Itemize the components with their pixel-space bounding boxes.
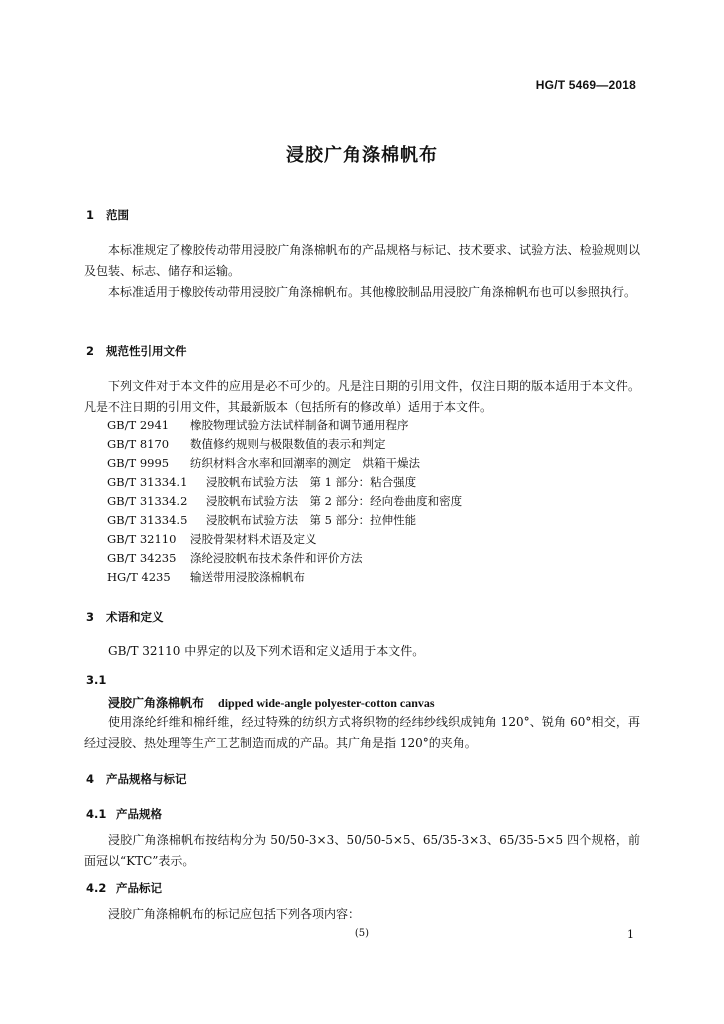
section-title: 术语和定义 xyxy=(106,610,164,624)
section-2-intro: 下列文件对于本文件的应用是必不可少的。凡是注日期的引用文件，仅注日期的版本适用于本文件。凡是不注日期的引用文件，其最新版本（包括所有的修改单）适用于本文件。 xyxy=(84,379,640,414)
term-definition: 使用涤纶纤维和棉纤维，经过特殊的纺织方式将织物的经纬纱线织成钝角 120°、锐角 60°相交，再经过浸胶、热处理等生产工艺制造而成的产品。其广角是指 120°的夹角。 xyxy=(84,715,640,750)
term-chinese: 浸胶广角涤棉帆布 xyxy=(108,696,205,710)
section-3-1-heading xyxy=(86,673,116,687)
section-number: 3 xyxy=(86,610,95,624)
standard-code: HG/T 5469—2018 xyxy=(535,78,636,92)
section-1-paragraph-2: 本标准适用于橡胶传动带用浸胶广角涤棉帆布。其他橡胶制品用浸胶广角涤棉帆布也可以参照执行。 xyxy=(108,285,637,299)
section-4-1-text: 浸胶广角涤棉帆布按结构分为 50/50-3×3、50/50-5×5、65/35-3×3、65/35-5×5 四个规格，前面冠以“KTC”表示。 xyxy=(84,833,640,868)
reference-item xyxy=(107,549,362,567)
reference-title: 涤纶浸胶帆布技术条件和评价方法 xyxy=(189,551,363,565)
reference-item xyxy=(107,416,408,434)
reference-title: 纺织材料含水率和回潮率的测定 烘箱干燥法 xyxy=(189,456,420,470)
reference-code: GB/T 32110 xyxy=(107,532,177,546)
reference-title: 浸胶帆布试验方法 第 2 部分：经向卷曲度和密度 xyxy=(205,494,463,508)
reference-code: GB/T 34235 xyxy=(107,551,177,565)
reference-item xyxy=(107,473,416,491)
term-entry xyxy=(108,694,435,711)
reference-title: 浸胶帆布试验方法 第 5 部分：拉伸性能 xyxy=(205,513,417,527)
document-title: 浸胶广角涤棉帆布 xyxy=(286,145,438,166)
reference-item xyxy=(107,530,316,548)
section-number: 2 xyxy=(86,344,95,358)
section-4-1-heading xyxy=(86,806,162,822)
section-title: 产品规格与标记 xyxy=(106,772,187,786)
section-title: 规范性引用文件 xyxy=(106,344,187,358)
reference-code: GB/T 9995 xyxy=(107,456,170,470)
section-number: 4.1 xyxy=(86,807,107,821)
term-english: dipped wide-angle polyester-cotton canvas xyxy=(218,696,435,710)
footer-code: (5) xyxy=(354,928,370,939)
reference-code: GB/T 2941 xyxy=(107,418,170,432)
section-3-intro: GB/T 32110 中界定的以及下列术语和定义适用于本文件。 xyxy=(108,644,425,658)
section-title: 产品规格 xyxy=(116,807,162,821)
section-title: 范围 xyxy=(106,208,129,222)
reference-code: GB/T 31334.1 xyxy=(107,475,188,489)
reference-code: HG/T 4235 xyxy=(107,570,171,584)
page-number: 1 xyxy=(627,928,634,941)
reference-item xyxy=(107,435,385,453)
reference-code: GB/T 31334.2 xyxy=(107,494,188,508)
section-4-heading xyxy=(86,771,187,787)
section-1-paragraph-1: 本标准规定了橡胶传动带用浸胶广角涤棉帆布的产品规格与标记、技术要求、试验方法、检验规则以及包装、标志、储存和运输。 xyxy=(84,243,640,278)
section-number: 1 xyxy=(86,208,95,222)
section-number: 4 xyxy=(86,772,95,786)
section-1-heading xyxy=(86,207,129,223)
section-2-heading xyxy=(86,343,187,359)
reference-title: 橡胶物理试验方法试样制备和调节通用程序 xyxy=(189,418,409,432)
section-number: 3.1 xyxy=(86,673,107,687)
section-4-2-heading xyxy=(86,880,162,896)
reference-item xyxy=(107,492,462,510)
reference-item xyxy=(107,568,305,586)
reference-title: 浸胶帆布试验方法 第 1 部分：粘合强度 xyxy=(205,475,417,489)
reference-title: 数值修约规则与极限数值的表示和判定 xyxy=(189,437,386,451)
reference-code: GB/T 31334.5 xyxy=(107,513,188,527)
reference-item xyxy=(107,454,420,472)
section-4-2-text: 浸胶广角涤棉帆布的标记应包括下列各项内容： xyxy=(108,907,361,921)
reference-title: 浸胶骨架材料术语及定义 xyxy=(189,532,317,546)
section-number: 4.2 xyxy=(86,881,107,895)
reference-item xyxy=(107,511,416,529)
section-title: 产品标记 xyxy=(116,881,162,895)
reference-title: 输送带用浸胶涤棉帆布 xyxy=(189,570,305,584)
reference-code: GB/T 8170 xyxy=(107,437,170,451)
section-3-heading xyxy=(86,609,164,625)
